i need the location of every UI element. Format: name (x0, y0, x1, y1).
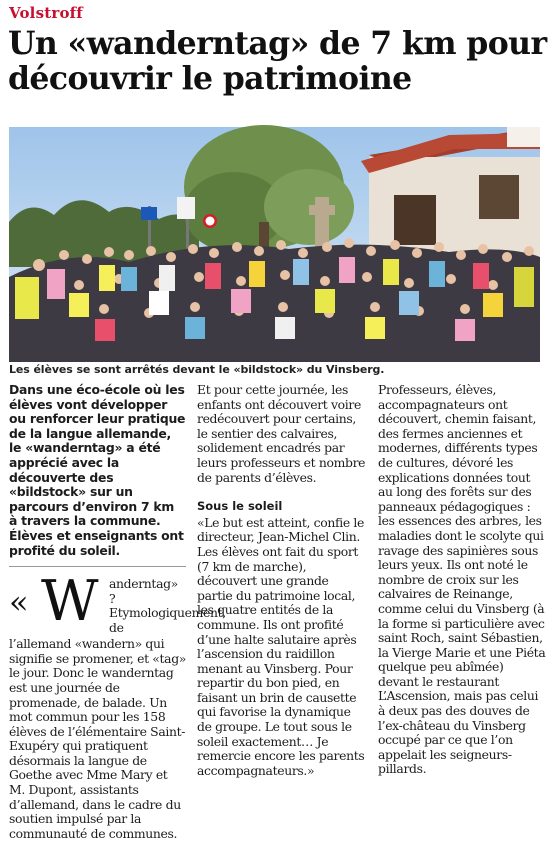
column-1 (9, 382, 226, 841)
drop-cap: W (41, 569, 99, 635)
lead-divider (9, 566, 186, 567)
paragraph-3: «Le but est atteint, confie le directeur, Jean-Michel Clin. Les élèves ont fait du sport (7 km de marche), découvert une grande partie du patrimoine local, les quatre entités de la commune. Ils ont profité d’une halte salutaire après l’ascension du raidillon menant au Vinsberg. Pour repartir du bon pied, en faisant un brin de causette qui favorise la dynamique de groupe. Le tout sous le soleil exactement… Je remercie encore les parents accompagnateurs.» (197, 514, 365, 778)
column-2 (197, 383, 367, 778)
column-3 (378, 383, 546, 777)
photo-caption: Les élèves se sont arrêtés devant le «bildstock» du Vinsberg. (9, 363, 385, 376)
article-lead: Dans une éco-école où les élèves vont développer ou renforcer leur pratique de la langue allemande, le «wanderntag» a été apprécié avec la découverte des «bildstock» sur un parcours d’environ 7 km à travers la commune. Élèves et enseignants ont profité du soleil. (9, 382, 186, 558)
paragraph-1: l’allemand «wandern» qui signifie se promener, et «tag» le jour. Donc le wanderntag est une journée de promenade, de balade. Un mot commun pour les 158 élèves de l’élémentaire Saint-Exupéry qui pratiquent désormais la langue de Goethe avec Mme Mary et M. Dupont, assistants d’allemand, dans le cadre du soutien impulsé par la communauté de communes. (9, 636, 187, 841)
group-photo (9, 127, 540, 362)
article-headline: Un «wanderntag» de 7 km pour découvrir le patrimoine (8, 25, 547, 97)
group-photo-illustration (9, 127, 540, 362)
subheading: Sous le soleil (197, 499, 283, 514)
section-kicker: Volstroff (9, 4, 83, 22)
paragraph-2: Et pour cette journée, les enfants ont découvert voire redécouvert pour certains, le sentier des calvaires, solidement encadrés par leurs professeurs et nombre de parents d’élèves. (197, 382, 366, 485)
dropcap-block (9, 569, 226, 637)
dropcap-side-text: anderntag» ? Etymologiquement, de (109, 576, 226, 635)
opening-quote: « (9, 583, 29, 622)
paragraph-4: Professeurs, élèves, accompagnateurs ont découvert, chemin faisant, des fermes anciennes et modernes, différents types de cultures, dévoré les explications données tout au long des forêts sur des panneaux pédagogiques : les essences des arbres, les maladies dont le scolyte qui ravage des sapinières sous leurs yeux. Ils ont noté le nombre de croix sur les calvaires de Reinange, comme celui du Vinsberg (à la forme si particulière avec saint Roch, saint Sébastien, la Vierge Marie et une Piéta quelque peu abîmée) devant le restaurant L’Ascension, mais pas celui à deux pas des douves de l’ex-château du Vinsberg occupé par ce que l’on appelait les seigneurs-pillards. (378, 382, 546, 777)
